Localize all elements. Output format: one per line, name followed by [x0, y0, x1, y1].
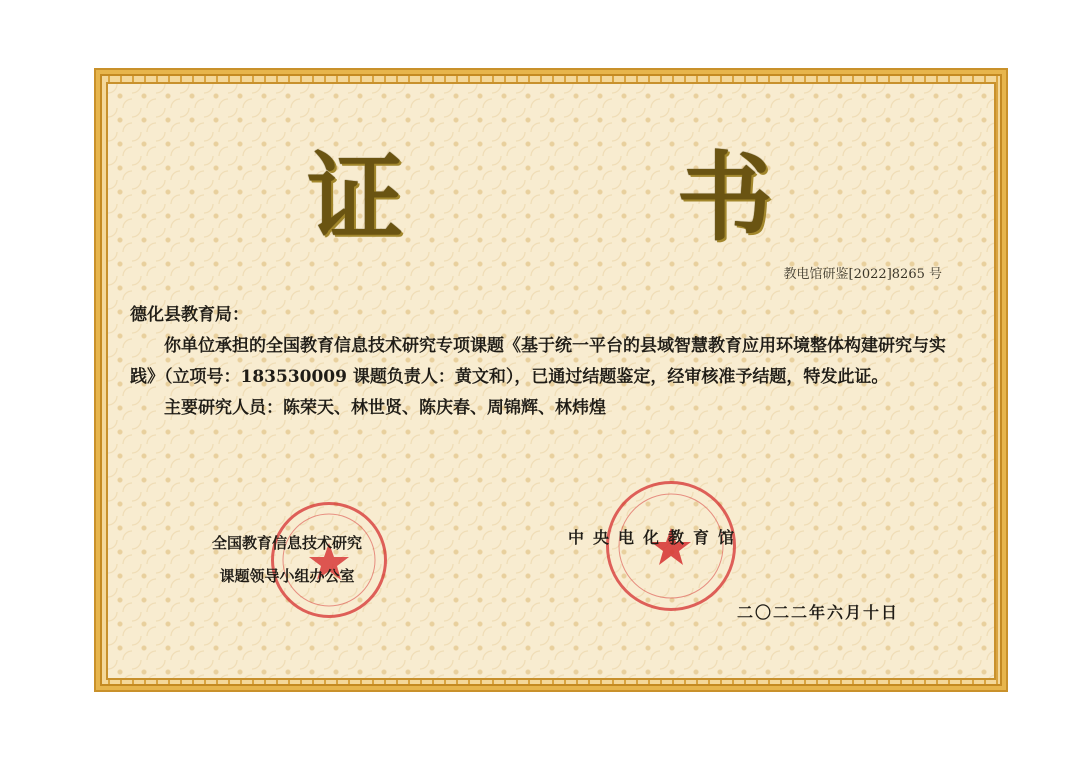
issuer-right: 中央电化教育馆 — [568, 528, 744, 547]
certificate-paragraph: 你单位承担的全国教育信息技术研究专项课题《基于统一平台的县域智慧教育应用环境整体构建研究与实践》（立项号：183530009 课题负责人：黄文和），已通过结题鉴定，经审核准予结题，特发此证。 — [130, 336, 946, 387]
issuer-left-line1: 全国教育信息技术研究 — [212, 534, 363, 552]
researchers-line: 主要研究人员：陈荣天、林世贤、陈庆春、周锦辉、林炜煌 — [164, 398, 606, 418]
recipient: 德化县教育局： — [130, 305, 249, 325]
issuer-left-line2: 课题领导小组办公室 — [219, 567, 355, 585]
certificate-body — [130, 300, 950, 424]
document-number: 教电馆研鉴[2022]8265 号 — [783, 267, 942, 282]
issue-date: 二〇二二年六月十日 — [737, 603, 900, 622]
certificate-title: 证 书 — [307, 141, 893, 254]
issuer-left — [212, 527, 362, 593]
